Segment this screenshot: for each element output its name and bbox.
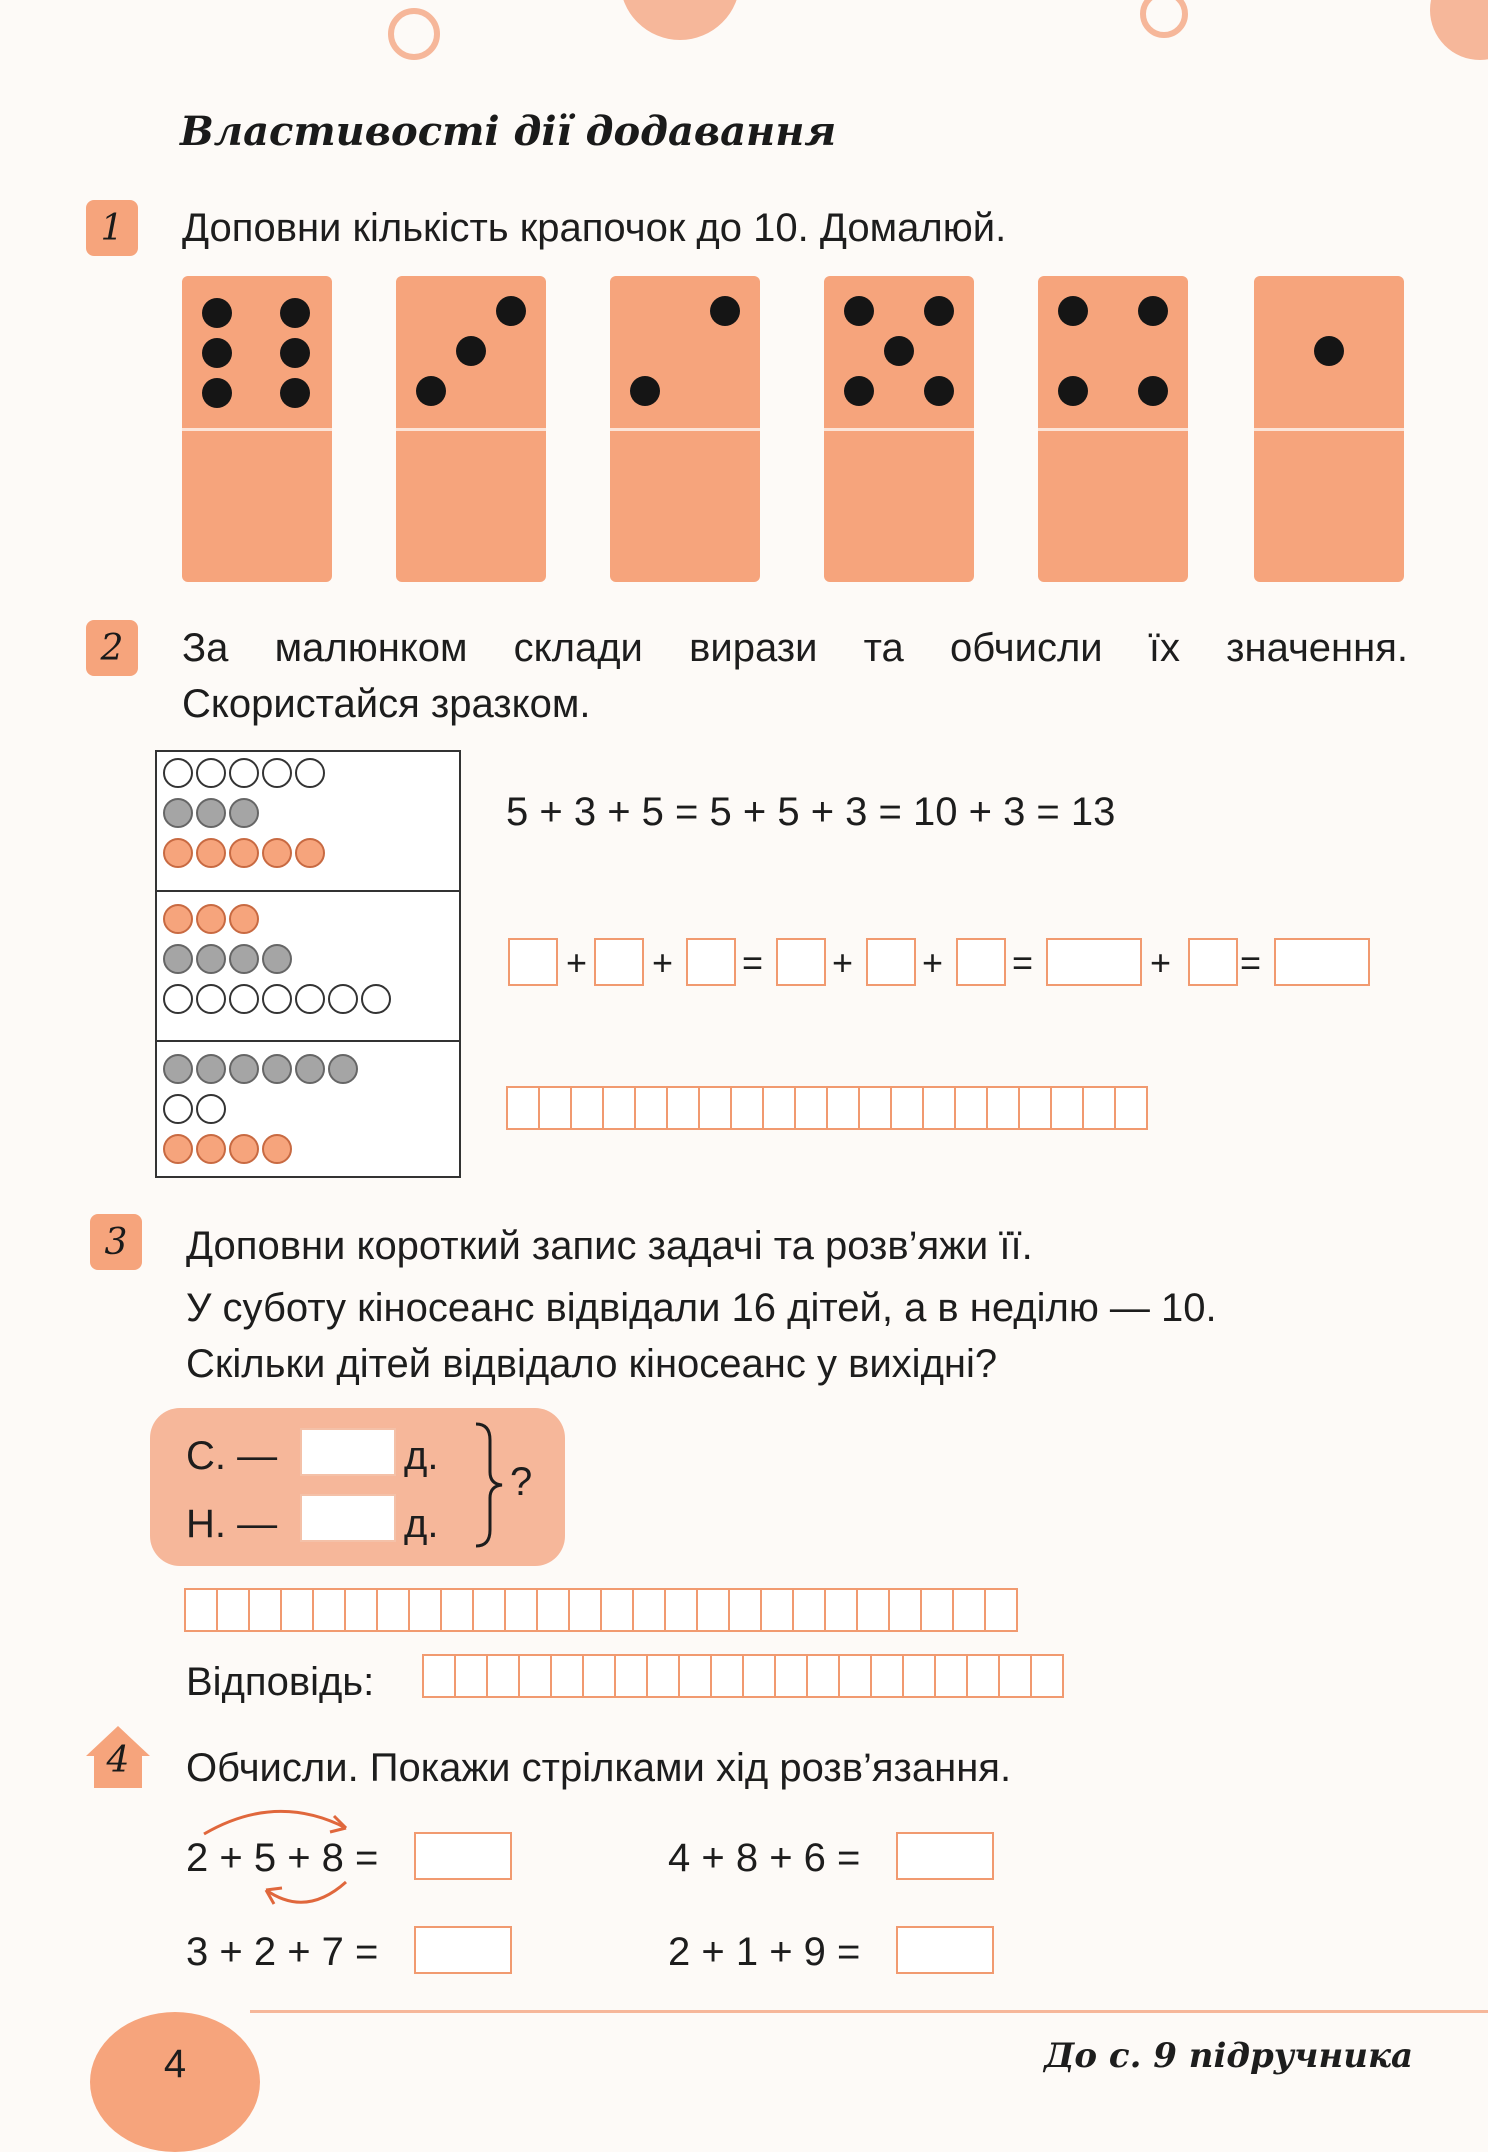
writing-strip[interactable]: [508, 1086, 1148, 1130]
answer-cell[interactable]: [594, 938, 644, 986]
solution-strip[interactable]: [186, 1588, 1018, 1632]
example-expression: 5 + 3 + 5 = 5 + 5 + 3 = 10 + 3 = 13: [506, 790, 1116, 834]
group-3: [157, 1042, 459, 1176]
expression-1: 2 + 5 + 8 =: [186, 1836, 379, 1880]
textbook-reference: До с. 9 підручника: [1044, 2036, 1413, 2076]
answer-strip[interactable]: [424, 1654, 1064, 1698]
sunday-cell[interactable]: [300, 1494, 396, 1542]
task-number-1: 1: [86, 200, 138, 256]
brace-icon: [470, 1420, 506, 1550]
operator: =: [742, 942, 764, 983]
answer-cell[interactable]: [896, 1832, 994, 1880]
domino[interactable]: [824, 276, 974, 582]
answer-cell[interactable]: [414, 1926, 512, 1974]
saturday-cell[interactable]: [300, 1428, 396, 1476]
answer-cell[interactable]: [1046, 938, 1142, 986]
operator: =: [1012, 942, 1034, 983]
sunday-label: Н. —: [186, 1502, 278, 1546]
operator: +: [922, 942, 944, 983]
unit-label: д.: [404, 1434, 439, 1478]
unit-label: д.: [404, 1502, 439, 1546]
domino[interactable]: [1254, 276, 1404, 582]
decor-ring: [388, 8, 440, 60]
decor-ring: [1140, 0, 1188, 38]
picture-groups: [155, 750, 461, 1178]
operator: =: [1240, 942, 1262, 983]
answer-cell[interactable]: [956, 938, 1006, 986]
decor-circle: [1430, 0, 1488, 60]
group-1: [157, 752, 459, 892]
answer-cell[interactable]: [1274, 938, 1370, 986]
group-2: [157, 892, 459, 1042]
answer-cell[interactable]: [776, 938, 826, 986]
page-number: 4: [90, 2012, 260, 2152]
answer-cell[interactable]: [896, 1926, 994, 1974]
task1-text: Доповни кількість крапочок до 10. Домалюй.: [182, 206, 1007, 250]
decor-circle: [620, 0, 740, 40]
expression-3: 3 + 2 + 7 =: [186, 1930, 379, 1974]
section-title: Властивості дії додавання: [180, 108, 837, 155]
operator: +: [566, 942, 588, 983]
answer-cell[interactable]: [866, 938, 916, 986]
task-number-4: 4: [106, 1739, 130, 1781]
answer-cell[interactable]: [414, 1832, 512, 1880]
saturday-label: С. —: [186, 1434, 278, 1478]
expression-2: 4 + 8 + 6 =: [668, 1836, 861, 1880]
operator: +: [1150, 942, 1172, 983]
task2-text: За малюнком склади вирази та обчисли їх значення. Скористайся зразком.: [182, 626, 1408, 726]
answer-cell[interactable]: [1188, 938, 1238, 986]
answer-cell[interactable]: [508, 938, 558, 986]
domino[interactable]: [182, 276, 332, 582]
task-number-3: 3: [90, 1214, 142, 1270]
operator: +: [832, 942, 854, 983]
question-mark: ?: [510, 1460, 533, 1504]
arrow-icon: [196, 1798, 366, 1918]
expression-4: 2 + 1 + 9 =: [668, 1930, 861, 1974]
answer-label: Відповідь:: [186, 1660, 375, 1704]
task-number-2: 2: [86, 620, 138, 676]
domino[interactable]: [610, 276, 760, 582]
operator: +: [652, 942, 674, 983]
domino[interactable]: [1038, 276, 1188, 582]
task3-text: Доповни короткий запис задачі та розв’яжи її. У суботу кіносеанс відвідали 16 дітей, а в неділю — 10. Скільки дітей відвідало кіносеанс у вихідні?: [186, 1224, 1217, 1386]
task4-text: Обчисли. Покажи стрілками хід розв’язання.: [186, 1746, 1012, 1790]
footer-line: [250, 2010, 1488, 2013]
domino[interactable]: [396, 276, 546, 582]
answer-cell[interactable]: [686, 938, 736, 986]
